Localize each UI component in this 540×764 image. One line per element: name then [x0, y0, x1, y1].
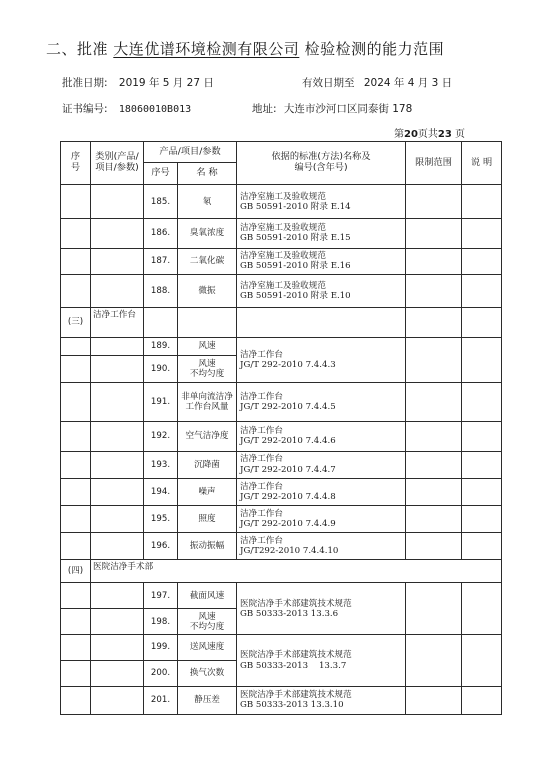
cell-seq: (三) — [61, 307, 91, 337]
standard-code: JG/T 292-2010 7.4.4.3 — [240, 360, 336, 371]
cell-seq — [61, 248, 91, 274]
cell-limit — [406, 337, 462, 382]
table-row — [61, 505, 502, 532]
cell-sub-seq: 185. — [144, 185, 178, 219]
cell-category — [91, 609, 144, 635]
standard-code: GB 50591-2010 附录 E.15 — [240, 233, 351, 244]
cell-note — [462, 451, 502, 478]
cell-sub-seq: 201. — [144, 686, 178, 714]
cell-standard — [237, 274, 406, 307]
cell-seq — [61, 185, 91, 219]
cell-seq — [61, 451, 91, 478]
page-prefix: 第 — [394, 129, 404, 140]
table-row — [61, 532, 502, 559]
cell-name: 空气洁净度 — [178, 422, 237, 451]
cell-category — [91, 219, 144, 248]
cell-note — [462, 686, 502, 714]
cell-category — [91, 660, 144, 686]
table-row-section — [61, 307, 502, 337]
cell-note — [462, 248, 502, 274]
header-limit: 限制范围 — [406, 142, 462, 185]
cell-category — [91, 478, 144, 505]
cell-seq — [61, 532, 91, 559]
header-note: 说 明 — [462, 142, 502, 185]
cell-seq — [61, 686, 91, 714]
standard-code: JG/T 292-2010 7.4.4.8 — [240, 491, 336, 502]
standard-name: 洁净工作台 — [240, 349, 283, 360]
cell-name: 风速 不均匀度 — [178, 356, 237, 383]
cell-category — [91, 532, 144, 559]
cert-no-value: 18060010B013 — [118, 104, 192, 115]
cell-limit — [406, 307, 462, 337]
cell-limit — [406, 383, 462, 422]
page-total: 23 — [437, 129, 452, 140]
page-title — [46, 38, 444, 59]
cell-limit — [406, 219, 462, 248]
cell-standard — [237, 505, 406, 532]
header-sub-seq: 序号 — [144, 163, 178, 185]
page-current: 20 — [404, 129, 418, 140]
cell-standard — [237, 383, 406, 422]
standard-code: GB 50591-2010 附录 E.16 — [240, 261, 351, 272]
cell-sub-seq — [144, 307, 178, 337]
cell-limit — [406, 185, 462, 219]
cell-category — [91, 451, 144, 478]
cell-category — [91, 274, 144, 307]
cell-note — [462, 532, 502, 559]
table-row — [61, 248, 502, 274]
page-suffix: 页 — [451, 129, 466, 140]
cell-limit — [406, 274, 462, 307]
cell-note — [462, 422, 502, 451]
cell-category — [91, 185, 144, 219]
cell-name: 振动振幅 — [178, 532, 237, 559]
cell-limit — [406, 478, 462, 505]
cert-no-label: 证书编号: — [62, 103, 108, 115]
valid-until — [302, 75, 452, 90]
table-row — [61, 583, 502, 609]
cell-standard — [237, 478, 406, 505]
header-name: 名 称 — [178, 163, 237, 185]
cell-sub-seq: 198. — [144, 609, 178, 635]
cell-standard — [237, 185, 406, 219]
cell-seq — [61, 660, 91, 686]
cell-name: 换气次数 — [178, 660, 237, 686]
cell-name: 风速 不均匀度 — [178, 609, 237, 635]
standard-name: 洁净室施工及验收规范 — [240, 223, 326, 234]
cell-limit — [406, 583, 462, 635]
cell-sub-seq: 192. — [144, 422, 178, 451]
capability-table — [60, 141, 502, 715]
cell-name: 照度 — [178, 505, 237, 532]
standard-code: GB 50333-2013 13.3.7 — [240, 660, 347, 671]
cell-standard — [237, 422, 406, 451]
cell-category — [91, 422, 144, 451]
standard-name: 洁净工作台 — [240, 535, 283, 546]
cell-category — [91, 356, 144, 383]
cell-standard — [237, 248, 406, 274]
cell-name: 二氧化碳 — [178, 248, 237, 274]
cell-standard — [237, 337, 406, 382]
standard-name: 洁净工作台 — [240, 481, 283, 492]
standard-name: 洁净室施工及验收规范 — [240, 191, 326, 202]
cell-note — [462, 185, 502, 219]
standard-name: 洁净工作台 — [240, 392, 283, 403]
title-suffix: 检验检测的能力范围 — [304, 40, 445, 58]
cell-name: 臭氧浓度 — [178, 219, 237, 248]
cell-name — [178, 307, 237, 337]
cell-seq — [61, 422, 91, 451]
cell-sub-seq: 194. — [144, 478, 178, 505]
address-value: 大连市沙河口区同泰街 178 — [283, 103, 413, 115]
cell-sub-seq: 193. — [144, 451, 178, 478]
cell-sub-seq: 190. — [144, 356, 178, 383]
cell-note — [462, 635, 502, 686]
cell-standard — [237, 583, 406, 635]
cell-sub-seq: 191. — [144, 383, 178, 422]
cell-sub-seq: 199. — [144, 635, 178, 660]
cell-limit — [406, 686, 462, 714]
cell-name: 非单向流洁净工作台风量 — [178, 383, 237, 422]
cell-note — [462, 274, 502, 307]
standard-code: GB 50591-2010 附录 E.14 — [240, 201, 351, 212]
table-row-section — [61, 560, 502, 583]
cell-seq — [61, 383, 91, 422]
cell-seq — [61, 478, 91, 505]
header-seq: 序号 — [61, 142, 91, 185]
table-row — [61, 451, 502, 478]
cell-note — [462, 583, 502, 635]
cell-standard — [237, 451, 406, 478]
cell-limit — [406, 532, 462, 559]
standard-code: JG/T 292-2010 7.4.4.5 — [240, 402, 336, 413]
certificate-number — [62, 101, 191, 116]
cell-seq — [61, 505, 91, 532]
cell-seq — [61, 219, 91, 248]
table-header-row — [61, 142, 502, 163]
cell-category: 医院洁净手术部 — [91, 560, 502, 583]
standard-name: 洁净工作台 — [240, 508, 283, 519]
cell-standard — [237, 219, 406, 248]
title-prefix: 二、批准 — [46, 40, 109, 58]
organization-name: 大连优谱环境检测有限公司 — [113, 40, 300, 58]
cell-note — [462, 478, 502, 505]
table-row — [61, 185, 502, 219]
cell-name: 氡 — [178, 185, 237, 219]
page-mid: 页共 — [417, 129, 438, 140]
cell-category — [91, 635, 144, 660]
valid-until-label: 有效日期至 — [302, 77, 355, 89]
standard-name: 医院洁净手术部建筑技术规范 — [240, 598, 352, 609]
standard-code: JG/T 292-2010 7.4.4.7 — [240, 464, 336, 475]
cell-sub-seq: 200. — [144, 660, 178, 686]
cell-category — [91, 248, 144, 274]
table-row — [61, 219, 502, 248]
standard-name: 医院洁净手术部建筑技术规范 — [240, 650, 352, 661]
standard-code: JG/T292-2010 7.4.4.10 — [240, 546, 339, 557]
cell-sub-seq: 188. — [144, 274, 178, 307]
approval-date-label: 批准日期: — [62, 77, 108, 89]
cell-note — [462, 337, 502, 382]
cell-note — [462, 383, 502, 422]
cell-standard — [237, 635, 406, 686]
address-label: 地址: — [252, 103, 277, 115]
cell-note — [462, 307, 502, 337]
cell-note — [462, 505, 502, 532]
standard-code: GB 50591-2010 附录 E.10 — [240, 290, 351, 301]
cell-category — [91, 383, 144, 422]
standard-name: 医院洁净手术部建筑技术规范 — [240, 690, 352, 701]
standard-name: 洁净工作台 — [240, 454, 283, 465]
cell-name: 截面风速 — [178, 583, 237, 609]
cell-sub-seq: 195. — [144, 505, 178, 532]
table-row — [61, 686, 502, 714]
cell-sub-seq: 186. — [144, 219, 178, 248]
cell-name: 风速 — [178, 337, 237, 355]
cell-standard — [237, 686, 406, 714]
cell-category — [91, 583, 144, 609]
cell-category — [91, 505, 144, 532]
cell-seq — [61, 609, 91, 635]
cell-limit — [406, 451, 462, 478]
cell-standard — [237, 532, 406, 559]
address — [252, 101, 412, 116]
cell-seq: (四) — [61, 560, 91, 583]
page-indicator — [394, 125, 465, 140]
standard-code: JG/T 292-2010 7.4.4.6 — [240, 436, 336, 447]
cell-seq — [61, 356, 91, 383]
approval-date-value: 2019 年 5 月 27 日 — [118, 77, 214, 89]
cell-name: 沉降菌 — [178, 451, 237, 478]
cell-seq — [61, 337, 91, 355]
cell-seq — [61, 635, 91, 660]
cell-sub-seq: 189. — [144, 337, 178, 355]
standard-name: 洁净工作台 — [240, 426, 283, 437]
cell-standard — [237, 307, 406, 337]
standard-code: JG/T 292-2010 7.4.4.9 — [240, 518, 336, 529]
cell-category — [91, 337, 144, 355]
cell-limit — [406, 422, 462, 451]
table-row — [61, 422, 502, 451]
standard-code: GB 50333-2013 13.3.10 — [240, 700, 344, 711]
table-row — [61, 274, 502, 307]
cell-name: 静压差 — [178, 686, 237, 714]
cell-seq — [61, 583, 91, 609]
cell-limit — [406, 635, 462, 686]
standard-name: 洁净室施工及验收规范 — [240, 280, 326, 291]
cell-name: 噪声 — [178, 478, 237, 505]
approval-date — [62, 75, 214, 90]
cell-sub-seq: 196. — [144, 532, 178, 559]
header-product-param: 产品/项目/参数 — [144, 142, 237, 163]
cell-limit — [406, 248, 462, 274]
cell-note — [462, 219, 502, 248]
header-category: 类别(产品/项目/参数) — [91, 142, 144, 185]
cell-category — [91, 686, 144, 714]
table-row — [61, 383, 502, 422]
cell-name: 送风速度 — [178, 635, 237, 660]
table-row — [61, 478, 502, 505]
table-row — [61, 635, 502, 660]
cell-sub-seq: 197. — [144, 583, 178, 609]
standard-code: GB 50333-2013 13.3.6 — [240, 608, 339, 619]
table-row — [61, 337, 502, 355]
cell-sub-seq: 187. — [144, 248, 178, 274]
cell-name: 微振 — [178, 274, 237, 307]
cell-category: 洁净工作台 — [91, 307, 144, 337]
valid-until-value: 2024 年 4 月 3 日 — [363, 77, 453, 89]
cell-seq — [61, 274, 91, 307]
cell-limit — [406, 505, 462, 532]
standard-name: 洁净室施工及验收规范 — [240, 250, 326, 261]
header-standard: 依据的标准(方法)名称及编号(含年号) — [237, 142, 406, 185]
